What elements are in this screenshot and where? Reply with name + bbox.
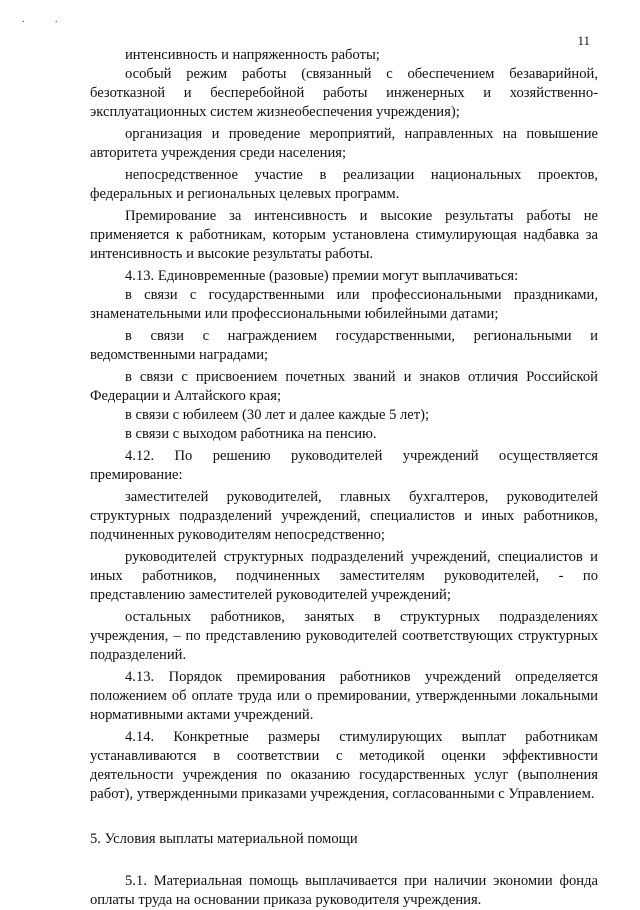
paragraph: заместителей руководителей, главных бухгалтеров, руководителей структурных подразделений учреждений, специалистов и иных работников, подчиненных руководителям непосредственно; xyxy=(90,489,598,543)
paragraph: 5.1. Материальная помощь выплачивается при наличии экономии фонда оплаты труда на основании приказа руководителя учреждения. xyxy=(90,873,598,908)
paragraph: руководителей структурных подразделений учреждений, специалистов и иных работников, подчиненных заместителям руководителей, - по представлению заместителей руководителей учреждений; xyxy=(90,549,598,603)
paragraph: 4.14. Конкретные размеры стимулирующих выплат работникам устанавливаются в соответствии с методикой оценки эффективности деятельности учреждения по оказанию государственных услуг (выполнения работ), утвержденными приказами учреждения, согласованными с Управлением. xyxy=(90,729,598,802)
paragraph: 4.13. Порядок премирования работников учреждений определяется положением об оплате труда или о премировании, утвержденными локальными нормативными актами учреждений. xyxy=(90,669,598,723)
page-number: 11 xyxy=(577,33,590,48)
document-body xyxy=(90,46,598,910)
paragraph: особый режим работы (связанный с обеспечением безаварийной, безотказной и бесперебойной работы инженерных и хозяйственно-эксплуатационных систем жизнеобеспечения учреждения); xyxy=(90,66,598,120)
paragraph: 4.12. По решению руководителей учреждений осуществляется премирование: xyxy=(90,448,598,483)
paragraph: в связи с награждением государственными, региональными и ведомственными наградами; xyxy=(90,328,598,363)
paragraph: в связи с выходом работника на пенсию. xyxy=(125,426,377,442)
paragraph: непосредственное участие в реализации национальных проектов, федеральных и региональных целевых программ. xyxy=(90,167,598,202)
paragraph: организация и проведение мероприятий, направленных на повышение авторитета учреждения среди населения; xyxy=(90,126,598,161)
paragraph: остальных работников, занятых в структурных подразделениях учреждения, – по представлению руководителей соответствующих структурных подразделений. xyxy=(90,609,598,663)
paragraph: в связи с государственными или профессиональными праздниками, знаменательными или профессиональными юбилейными датами; xyxy=(90,287,598,322)
section-heading: 5. Условия выплаты материальной помощи xyxy=(90,831,358,847)
paragraph: Премирование за интенсивность и высокие результаты работы не применяется к работникам, которым установлена стимулирующая надбавка за интенсивность и высокие результаты работы. xyxy=(90,208,598,262)
paragraph: в связи с присвоением почетных званий и знаков отличия Российской Федерации и Алтайского края; xyxy=(90,369,598,404)
paragraph: 4.13. Единовременные (разовые) премии могут выплачиваться: xyxy=(125,268,519,284)
paragraph: интенсивность и напряженность работы; xyxy=(125,47,380,63)
scan-marks: . . xyxy=(22,14,72,25)
paragraph: в связи с юбилеем (30 лет и далее каждые 5 лет); xyxy=(125,407,430,423)
